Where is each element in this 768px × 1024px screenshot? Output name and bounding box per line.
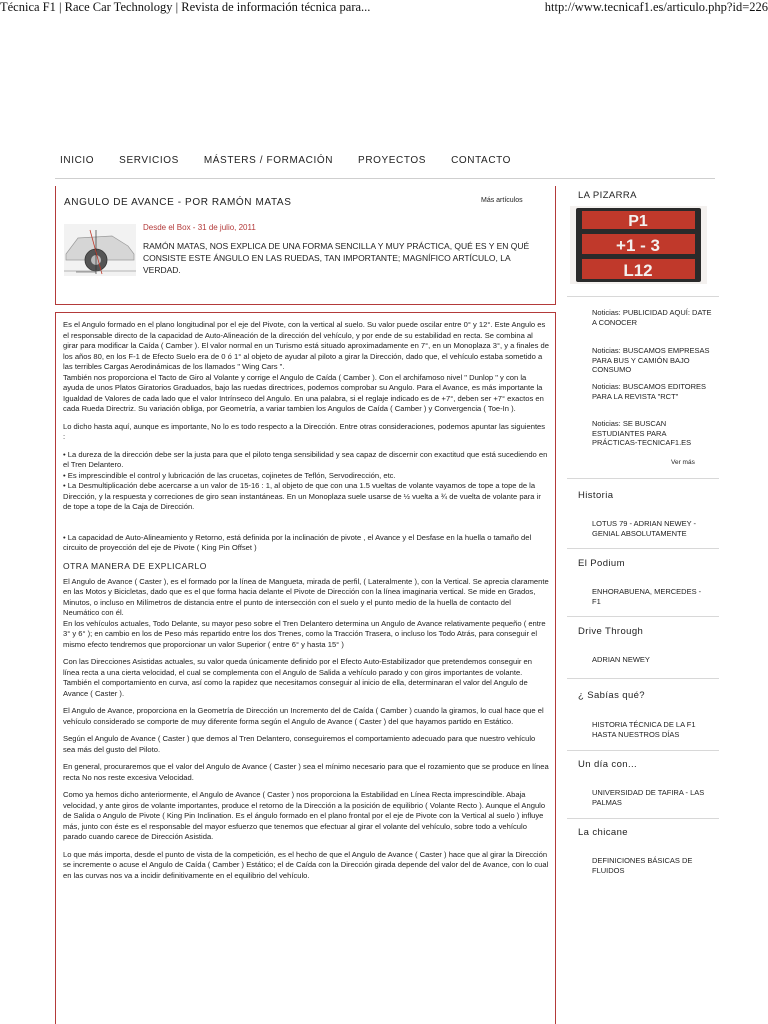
sidebar-divider (567, 750, 719, 751)
article-subheading: OTRA MANERA DE EXPLICARLO (63, 560, 207, 571)
nav-contacto[interactable]: CONTACTO (451, 155, 512, 166)
pizarra-line-1: P1 (628, 213, 648, 230)
print-header (0, 0, 768, 16)
pizarra-pit-board-image (570, 206, 707, 284)
sidebar-divider (567, 818, 719, 819)
sidebar-heading-el-podium: El Podium (578, 558, 625, 569)
sidebar-news-item[interactable]: Noticias: PUBLICIDAD AQUÍ: DATE A CONOCER (592, 308, 712, 327)
sidebar-heading-drive-through: Drive Through (578, 626, 644, 637)
nav-servicios[interactable]: SERVICIOS (119, 155, 179, 166)
sidebar-heading-un-dia-con: Un día con... (578, 759, 638, 770)
sidebar-section-item[interactable]: HISTORIA TÉCNICA DE LA F1 HASTA NUESTROS DÍAS (592, 720, 696, 739)
sidebar-section-item[interactable]: LOTUS 79 - ADRIAN NEWEY - GENIAL ABSOLUTAMENTE (592, 519, 697, 538)
sidebar-divider (567, 296, 719, 297)
sidebar-divider (567, 678, 719, 679)
article-bullet: • Es imprescindible el control y lubricación de las crucetas, cojinetes de Teflón, Servodirección, etc. (63, 470, 396, 480)
sidebar-news-item[interactable]: Noticias: BUSCAMOS EMPRESAS PARA BUS Y CAMIÓN BAJO CONSUMO (592, 346, 710, 375)
ver-mas-link[interactable]: Ver más (671, 459, 695, 466)
sidebar-heading-historia: Historia (578, 490, 614, 501)
sidebar-heading-la-chicane: La chicane (578, 827, 628, 838)
article-paragraph: El Angulo de Avance ( Caster ), es el formado por la línea de Mangueta, mirada de perfil, ( Lateralmente ), con la Vertical. Se aprecia claramente en las Motos y Bicicletas, dado que es el que forma hacia delante el Pivote de Dirección con la línea imaginaria vertical. Se mide en Grados, Minutos, o incluso en Milímetros de distancia entre el punto de intersección con el suelo y el punto medio de la huella de contacto del Neumático con él. (63, 576, 549, 617)
sidebar-divider (567, 478, 719, 479)
sidebar-heading-sabias-que: ¿ Sabías qué? (578, 690, 645, 701)
article-paragraph: Es el Angulo formado en el plano longitudinal por el eje del Pivote, con la vertical al suelo. Su valor puede oscilar entre 0° y 12°. Este Angulo es el responsable directo de la capacidad de Auto-Alineación de la dirección del vehículo, y por ende de su estabilidad en recta. Se combina al girar para modificar la Caída ( Camber ). El valor normal en un Turismo está situado aproximadamente en 7°, en un Monoplaza 3°, y a finales de los años 80, en los F-1 de Efecto Suelo era de 0 ó 1° al objeto de ayudar al piloto a girar la Dirección, dado que, el vehículo estaba sometido a las terribles Cargas Aerodinámicas de los llamados " Wing Cars ". (63, 320, 549, 371)
pizarra-line-3: L12 (623, 261, 653, 280)
article-paragraph: Lo dicho hasta aquí, aunque es importante, No lo es todo respecto a la Dirección. Entre otras consideraciones, podemos apuntar las siguientes : (63, 421, 546, 441)
sidebar-news-item[interactable]: Noticias: BUSCAMOS EDITORES PARA LA REVISTA "RCT" (592, 382, 707, 401)
article-paragraph: Con las Direcciones Asistidas actuales, su valor queda únicamente definido por el Efecto Auto-Estabilizador que pretendemos conseguir en línea recta a una cierta velocidad, el cual se complementa con el Angulo de Salida a vehículo parado y con giros importantes de volante. También el comportamiento en curva, así como la rapidez que necesitamos conseguir al inicio de ella, determinaran el valor del Angulo de Avance ( Caster ). (63, 657, 532, 698)
nav-divider (55, 178, 715, 179)
nav-inicio[interactable]: INICIO (60, 155, 95, 166)
caster-diagram-image (64, 224, 136, 276)
article-paragraph: Lo que más importa, desde el punto de vista de la competición, es el hecho de que el Angulo de Avance ( Caster ) hace que al girar la Dirección se incremente o acuse el Angulo de Caída ( Camber ) Estático; el de Caída con la Dirección girada depende del valor del de Avance, con lo cual en las curvas nos va a incidir definitivamente en el equilibrio del vehículo. (63, 849, 549, 880)
print-page-url: http://www.tecnicaf1.es/articulo.php?id=226 (544, 0, 768, 14)
nav-masters-formacion[interactable]: MÁSTERS / FORMACIÓN (203, 155, 334, 166)
more-articles-link[interactable]: Más artículos (481, 197, 523, 204)
article-summary: RAMÓN MATAS, NOS EXPLICA DE UNA FORMA SENCILLA Y MUY PRÁCTICA, QUÉ ES Y EN QUÉ CONSISTE ESTE ÁNGULO EN LAS RUEDAS, TAN IMPORTANTE; MAGNÍFICO ARTÍCULO, LA VERDAD. (143, 241, 530, 275)
article-paragraph: Según el Angulo de Avance ( Caster ) que demos al Tren Delantero, conseguiremos el comportamiento adecuado para que nuestro vehículo sea más del gusto del Piloto. (63, 734, 536, 754)
article-body (55, 312, 556, 1024)
article-paragraph: También nos proporciona el Tacto de Giro al Volante y corrige el Angulo de Caída ( Camber ). Con el archifamoso nivel " Dunlop " y con la ayuda de unos Platos Giratorios Graduados, bajo las ruedas directrices, podemos comprobar su Angulo. Para el Avance, es más importante la Igualdad de Valores de cada lado que el valor Intrínseco del Angulo. En una palabra, si el reglaje indicado es de +7°, deben ser +7° exactos en cada Rueda Directriz. Su variación obliga, por Geometría, a variar tambien los Angulos de Caída ( Camber ) y Convergencia ( Toe-In ). (63, 372, 544, 413)
sidebar-section-item[interactable]: ADRIAN NEWEY (592, 655, 650, 664)
article-paragraph: Como ya hemos dicho anteriormente, el Angulo de Avance ( Caster ) nos proporciona la Estabilidad en Línea Recta imprescindible. Abaja velocidad, y ante giros de volante importantes, produce el retorno de la Dirección a la posición de equilibrio ( Volante Recto ). Aunque el Angulo de Salida o Angulo de Pivote ( King Pin Inclination. Es el ángulo formado en el plano frontal por el eje de Pivote con la Vertical al suelo ) influye más, junto con éste es el responsable del mayor esfuerzo que tenemos que efectuar al girar el volante del vehículo, sobre todo a vehículo parado cuando carece de Dirección Asistida. (63, 790, 546, 841)
article-bullet: • La Desmultiplicación debe acercarse a un valor de 15-16 : 1, al objeto de que con una 1.5 vueltas de volante vayamos de tope a tope de la Dirección, y la respuesta y correciones de giro sean instantáneas. En un Monoplaza suele usarse de ½ vuelta a ¾ de vuelta de volante para ir de tope a tope de la Caja de Dirección. (63, 481, 541, 511)
article-paragraph: En los vehículos actuales, Todo Delante, su mayor peso sobre el Tren Delantero determina un Angulo de Avance relativamente pequeño ( entre 3° y 6° ); en cambio en los de Peso más repartido entre los dos Trenes, como la Tracción Trasera, o incluso los Todo Atrás, para conseguir el mismo efecto tendremos que proporcionar un valor Superior ( entre 6° y hasta 15° ) (63, 618, 546, 649)
sidebar-section-item[interactable]: UNIVERSIDAD DE TAFIRA - LAS PALMAS (592, 788, 705, 807)
article-title: ANGULO DE AVANCE - POR RAMÓN MATAS (64, 197, 292, 208)
sidebar-section-item[interactable]: DEFINICIONES BÁSICAS DE FLUIDOS (592, 856, 693, 875)
sidebar-divider (567, 548, 719, 549)
article-paragraph: En general, procuraremos que el valor del Angulo de Avance ( Caster ) sea el mínimo necesario para que el rozamiento que se produce en línea recta No nos reste excesiva Velocidad. (63, 762, 549, 782)
sidebar-heading-la-pizarra: LA PIZARRA (578, 190, 637, 201)
pizarra-line-2: +1 - 3 (616, 236, 660, 255)
article-intro-box (55, 186, 556, 305)
sidebar-news-item[interactable]: Noticias: SE BUSCAN ESTUDIANTES PARA PRÁCTICAS-TECNICAF1.ES (592, 419, 692, 448)
article-bullet: • La dureza de la dirección debe ser la justa para que el piloto tenga sensibilidad y sea capaz de discernir con exactitud que está sucediendo en el Tren Delantero. (63, 449, 548, 469)
sidebar-divider (567, 616, 719, 617)
nav-proyectos[interactable]: PROYECTOS (358, 155, 427, 166)
article-date: Desde el Box - 31 de julio, 2011 (143, 223, 256, 232)
article-bullet: • La capacidad de Auto-Alineamiento y Retorno, está definida por la inclinación de pivote , el Avance y el Desfase en la huella o tamaño del circuito de proyección del eje de Pivote ( King Pin Offset ) (63, 532, 532, 552)
main-nav (60, 155, 536, 166)
article-paragraph: El Angulo de Avance, proporciona en la Geometría de Dirección un Incremento del de Caída ( Camber ) cuando la giramos, lo cual hace que el vehículo considerado se comporte de muy diferente forma según el Angulo de Avance ( Caster ) del que hayamos partido en Estático. (63, 706, 544, 726)
print-page-title: Técnica F1 | Race Car Technology | Revista de información técnica para... (0, 0, 371, 14)
sidebar-section-item[interactable]: ENHORABUENA, MERCEDES - F1 (592, 587, 702, 606)
